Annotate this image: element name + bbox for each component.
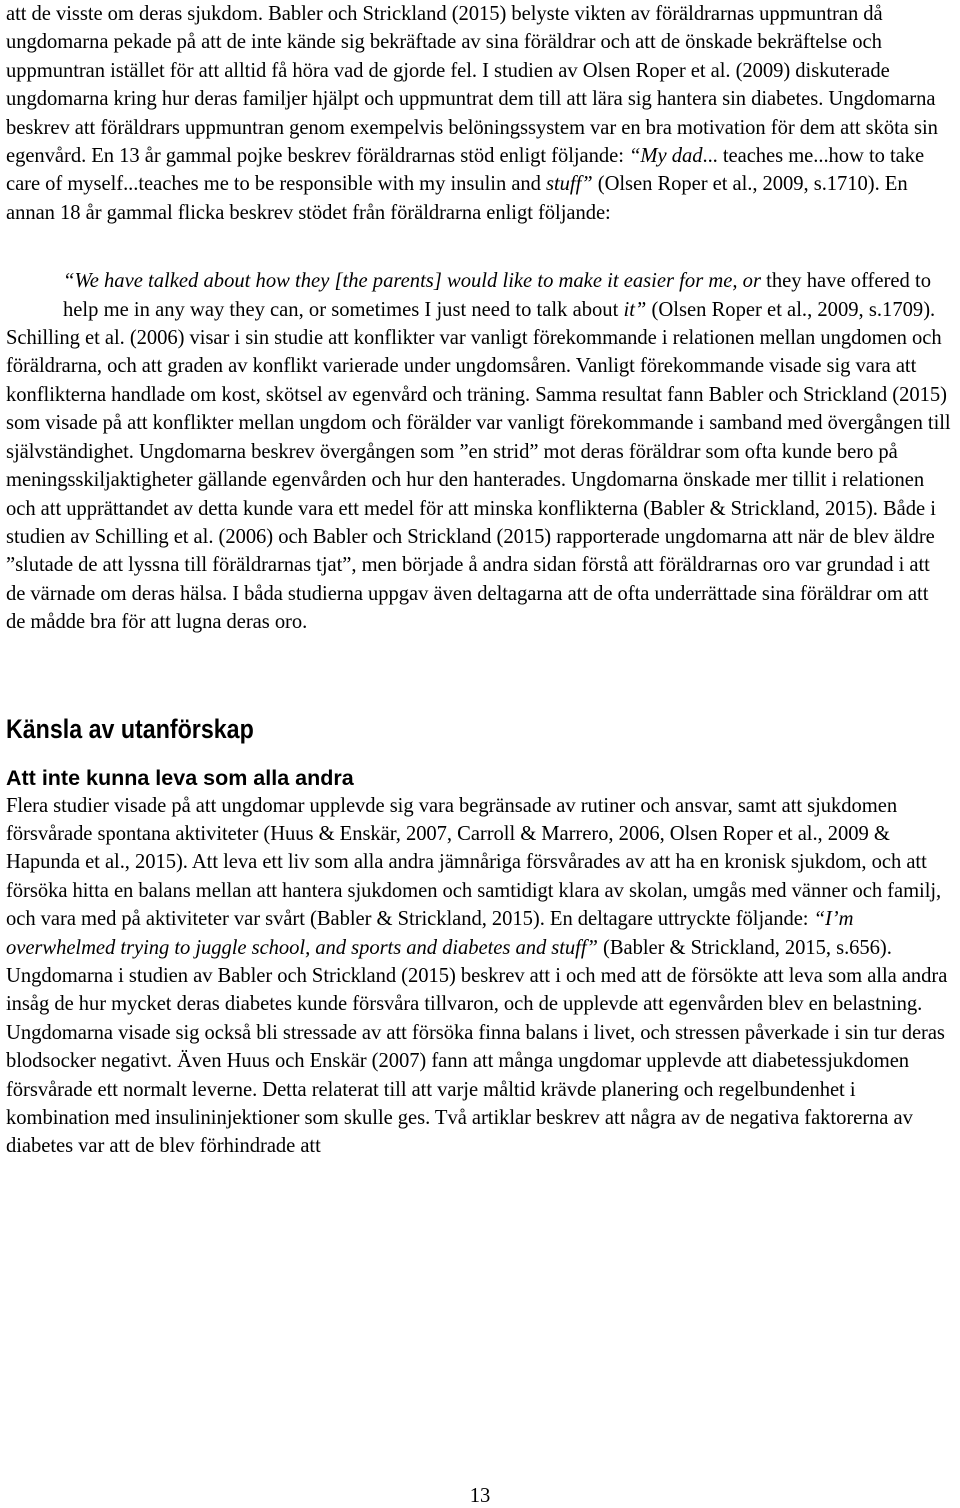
paragraph-text: (Olsen Roper et al., 2009, s.1710). En annan 18 år gammal flicka beskrev stödet från föräldrarna enligt följande: <box>6 173 908 224</box>
section-heading: Känsla av utanförskap <box>6 713 254 744</box>
quote-italic-text: “We have talked about how they [the parents] would like to make it easier for me, or <box>63 270 761 293</box>
paragraph-conflicts: Schilling et al. (2006) visar i sin studie att konflikter var vanligt förekommande i relationen mellan ungdomen och föräldrarna, och att graden av konflikt varierade under ungdomsåren. Vanligt förekommande visade sig vara att konflikterna handlade om kost, skötsel av egenvård och träning. Samma resultat fann Babler och Strickland (2015) som visade på att konflikter mellan ungdom och förälder var vanligt förekommande i samband med övergången till självständighet. Ungdomarna beskrev övergången som ”en strid” mot deras föräldrar som ofta kunde bero på meningsskiljaktigheter gällande egenvården och hur den hanterades. Ungdomarna önskade mer tillit i relationen och att upprättandet av detta kunde vara ett medel för att minska konflikterna (Babler & Strickland, 2015). Både i studien av Schilling et al. (2006) och Babler och Strickland (2015) rapporterade ungdomarna att när de blev äldre ”slutade de att lyssna till föräldrarnas tjat”, men började å andra sidan förstå att föräldrarnas oro var grundad i att de värnade om deras hälsa. I båda studierna uppgav även deltagarna att de ofta underrättade sina föräldrar om att de mådde bra för att lugna deras oro. <box>6 327 951 634</box>
paragraph-text: Flera studier visade på att ungdomar upplevde sig vara begränsade av rutiner och ansvar, samt att sjukdomen försvårade spontana aktiviteter (Huus & Enskär, 2007, Carroll & Marrero, 2006, Olsen Roper et al., 2009 & Hapunda et al., 2015). Att leva ett liv som alla andra jämnåriga försvårades av att ha en kronisk sjukdom, och att försöka hitta en balans mellan att hantera sjukdomen och samtidigt klara av skolan, umgås med vänner och familj, och vara med på aktiviteter var svårt (Babler & Strickland, 2015). En deltagare uttryckte följande: <box>6 794 942 931</box>
block-quote <box>63 267 953 324</box>
subsection-heading: Att inte kunna leva som alla andra <box>6 765 354 790</box>
paragraph-text: att de visste om deras sjukdom. Babler och Strickland (2015) belyste vikten av föräldrarnas uppmuntran då ungdomarna pekade på att de inte kände sig bekräftade av sina föräldrar och att de önskade bekräftelse och uppmuntran istället för att alltid få höra vad de gjorde fel. I studien av Olsen Roper et al. (2009) diskuterade ungdomarna kring hur deras familjer hjälpt och uppmuntrat dem till att lära sig hantera sin diabetes. Ungdomarna beskrev att föräldrars uppmuntran genom exempelvis belöningssystem var en bra motivation för dem att sköta sin egenvård. En 13 år gammal pojke beskrev föräldrarnas stöd enligt följande: <box>6 3 938 168</box>
paragraph-text: ... teaches me...how to take care of myself...teaches me to be responsible with my insulin and <box>6 145 925 196</box>
quote-italic-stuff: stuff” <box>546 173 593 196</box>
paragraph-text: (Babler & Strickland, 2015, s.656). Ungdomarna i studien av Babler och Strickland (2015) beskrev att i och med att de försökte att leva som alla andra insåg de hur mycket deras diabetes kunde försvåra tillvaron, och de upplevde att egenvården blev en belastning. Ungdomarna visade sig också bli stressade av att försöka finna balans i livet, och stressen påverkade i sin tur deras blodsocker negativt. Även Huus och Enskär (2007) fann att många ungdomar upplevde att diabetessjukdomen försvårade ett normalt leverne. Detta relaterat till att varje måltid krävde planering och regelbundenhet i kombination med insulininjektioner som skulle ges. Två artiklar beskrev att några av de negativa faktorerna av diabetes var att de blev förhindrade att <box>6 936 948 1158</box>
quote-italic-my-dad: “My dad <box>629 145 703 168</box>
quote-text: they have offered to help me in any way they can, or sometimes I just need to talk about <box>63 270 932 321</box>
paragraph-limitations <box>6 792 952 1161</box>
paragraph-parental-support <box>6 0 952 227</box>
page-number: 13 <box>469 1485 491 1507</box>
quote-italic-overwhelmed: “I’m overwhelmed trying to juggle school, and sports and diabetes and stuff” <box>6 908 854 959</box>
document-page <box>6 0 952 1161</box>
quote-italic-it: it” <box>623 298 647 321</box>
quote-citation: (Olsen Roper et al., 2009, s.1709). <box>646 298 936 321</box>
